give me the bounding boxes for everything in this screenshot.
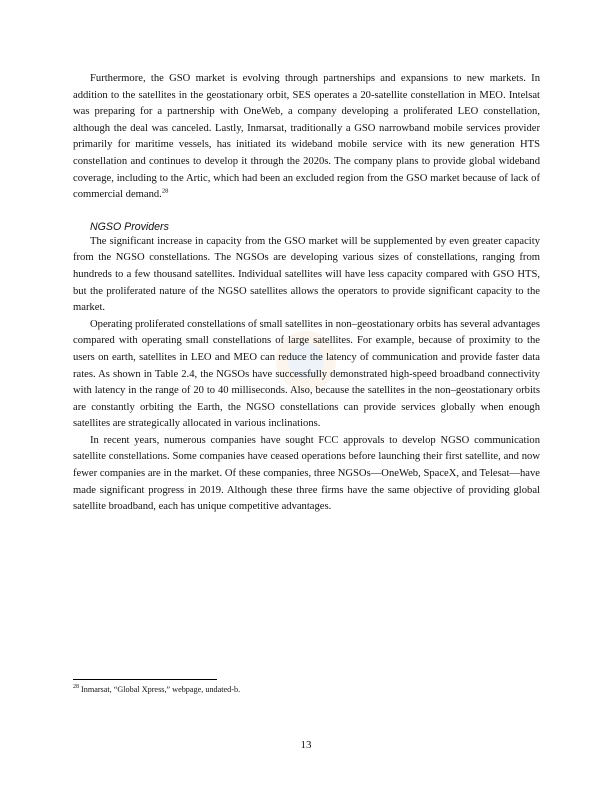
- body-text: [73, 71, 540, 516]
- footnote-number: 28: [73, 684, 79, 691]
- section-heading: NGSO Providers: [90, 220, 169, 233]
- paragraph-gso-partnerships: [73, 71, 540, 204]
- paragraph-ngso-capacity: The significant increase in capacity from the GSO market will be supplemented by even greater capacity from the NGSO constellations. The NGSOs are developing various sizes of constellations, ranging from hundreds to a few thousand satellites. Individual satellites will have less capacity compared with GSO HTS, but the proliferated nature of the NGSO satellites allows the operators to provide significant capacity to the market.: [73, 235, 540, 314]
- footnote-text: Inmarsat, “Global Xpress,” webpage, undated-b.: [81, 685, 241, 694]
- paragraph-text: Furthermore, the GSO market is evolving through partnerships and expansions to new markets. In addition to the satellites in the geostationary orbit, SES operates a 20-satellite constellation in MEO. Intelsat was preparing for a partnership with OneWeb, a company developing a proliferated LEO constellation, although the deal was canceled. Lastly, Inmarsat, traditionally a GSO narrowband mobile services provider primarily for maritime vessels, has initiated its wideband mobile service with its new generation HTS constellation and continues to develop it through the 2020s. The company plans to provide global wideband coverage, including to the Artic, which had been an excluded region from the GSO market because of lack of commercial demand.: [73, 73, 540, 201]
- footnote-ref[interactable]: 28: [161, 187, 169, 195]
- paragraph-ngso-advantages: Operating proliferated constellations of small satellites in non–geostationary orbits has several advantages compared with operating small constellations of large satellites. For example, because of proximity to the users on earth, satellites in LEO and MEO can reduce the latency of communication and provide faster data rates. As shown in Table 2.4, the NGSOs have successfully demonstrated high-speed broadband connectivity with latency in the range of 20 to 40 milliseconds. Also, because the satellites in the non–geostationary orbits are constantly orbiting the Earth, the NGSO constellations can provide services globally when enough satellites are strategically allocated in various inclinations.: [73, 318, 540, 430]
- page-number: 13: [300, 739, 312, 751]
- paragraph-ngso-companies: In recent years, numerous companies have sought FCC approvals to develop NGSO communication satellite constellations. Some companies have ceased operations before launching their first satellite, and now fewer companies are in the market. Of these companies, three NGSOs—OneWeb, SpaceX, and Telesat—have made significant progress in 2019. Although these three firms have the same objective of providing global satellite broadband, each has unique competitive advantages.: [73, 434, 540, 513]
- footnote: [73, 684, 540, 695]
- footnote-divider: [73, 679, 217, 680]
